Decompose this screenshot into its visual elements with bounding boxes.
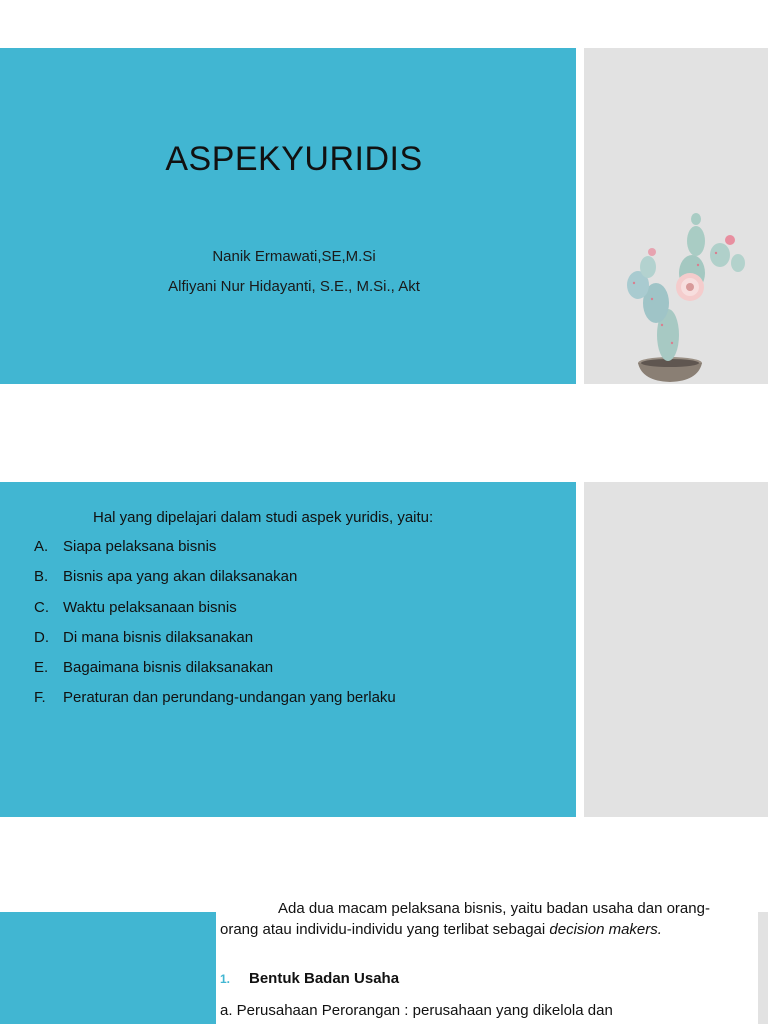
intro-text: Hal yang dipelajari dalam studi aspek yuridis, yaitu: <box>93 509 434 526</box>
list-marker: D. <box>34 628 49 646</box>
list-text: Di mana bisnis dilaksanakan <box>63 628 254 646</box>
section-heading <box>220 970 399 987</box>
slide-title: ASPEKYURIDIS <box>165 140 423 178</box>
list-marker: B. <box>34 568 49 586</box>
sub-item-text: a. Perusahaan Perorangan : perusahaan yang dikelola dan <box>220 1002 613 1019</box>
title-slide-panel <box>0 48 576 384</box>
content-slide-side-panel <box>584 482 768 817</box>
list-item <box>34 659 396 689</box>
cactus-illustration <box>612 205 752 385</box>
heading-text: Bentuk Badan Usaha <box>249 970 400 987</box>
list-text: Bagaimana bisnis dilaksanakan <box>63 659 274 677</box>
list-item <box>34 599 396 629</box>
list-marker: F. <box>34 689 46 707</box>
slide3-paragraph <box>220 898 740 940</box>
list-text: Bisnis apa yang akan dilaksanakan <box>63 568 298 586</box>
list-item <box>34 538 396 568</box>
list-item <box>34 568 396 598</box>
list-item <box>34 629 396 659</box>
list-marker: C. <box>34 598 49 616</box>
list-text: Peraturan dan perundang-undangan yang berlaku <box>63 689 396 707</box>
list-marker: A. <box>34 538 49 555</box>
list-item <box>34 689 396 719</box>
topic-list <box>34 538 396 720</box>
heading-number: 1. <box>220 972 231 986</box>
paragraph-text: Ada dua macam pelaksana bisnis, yaitu badan usaha dan orang-orang atau individu-individu yang terlibat sebagai <box>220 900 710 938</box>
list-text: Siapa pelaksana bisnis <box>63 538 217 555</box>
list-marker: E. <box>34 659 49 677</box>
slide3-left-panel <box>0 912 216 1024</box>
slide3-right-panel <box>758 912 768 1024</box>
list-text: Waktu pelaksanaan bisnis <box>63 598 237 616</box>
author-1: Nanik Ermawati,SE,M.Si <box>212 248 376 265</box>
paragraph-italic-text: decision makers. <box>549 921 662 938</box>
author-2: Alfiyani Nur Hidayanti, S.E., M.Si., Akt <box>168 278 420 295</box>
